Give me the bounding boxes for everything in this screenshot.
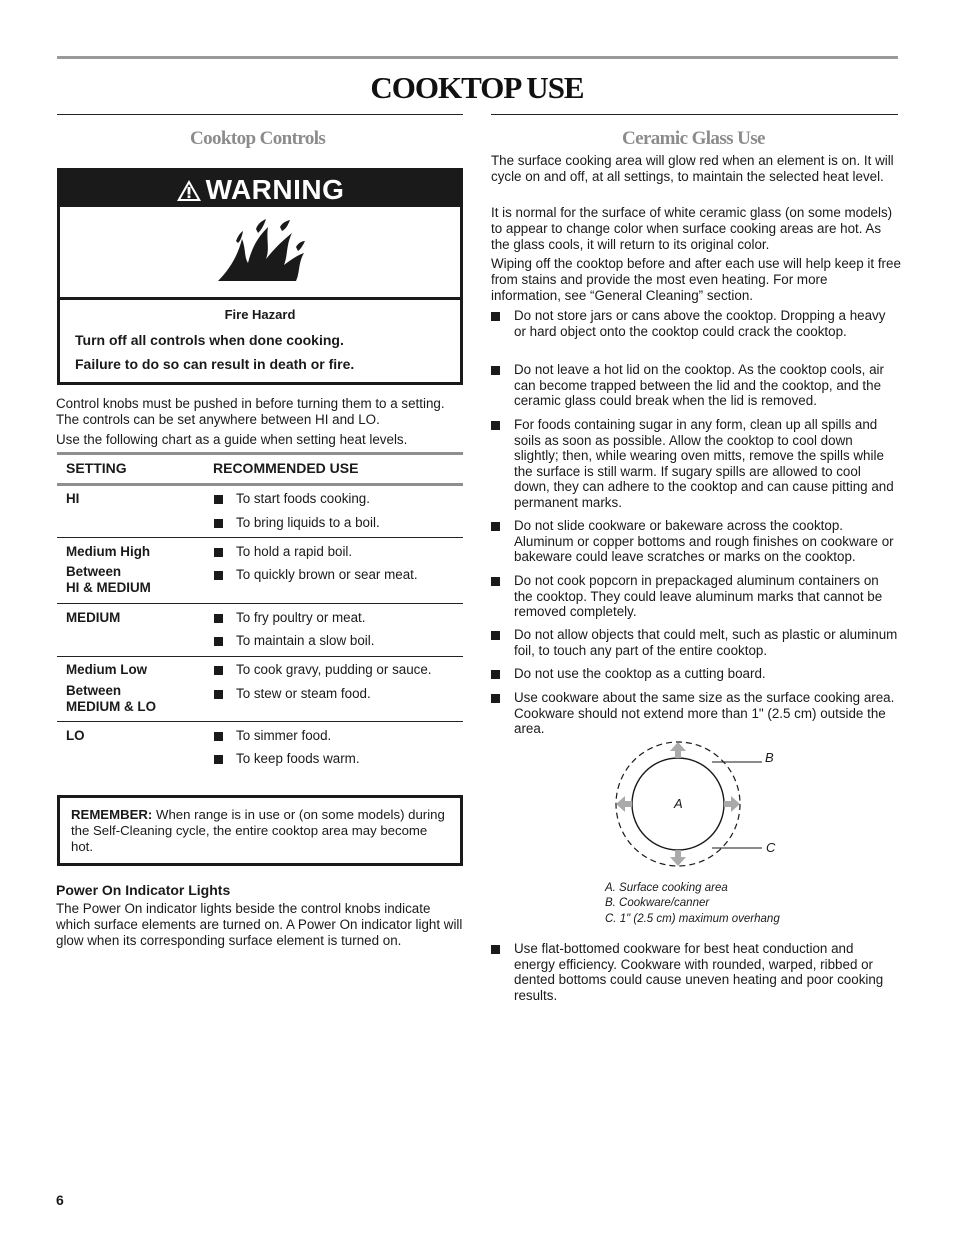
top-rule [57,56,898,59]
page-title: COOKTOP USE [370,70,584,105]
ceramic-bullet: For foods containing sugar in any form, clean up all spills and soils as soon as possible. Allow the cooktop to cool down slightly; then, while wearing oven mitts, remove the spills while the surface is still warm. If sugary spills are allowed to cool down, they can adhere to the cooktop and can cause pitting and permanent marks. [514,417,894,510]
controls-intro-1: Control knobs must be pushed in before turning them to a setting. The controls can be set anywhere between HI and LO. [56,396,445,427]
ceramic-bullet-flat-bottomed: Use flat-bottomed cookware for best heat conduction and energy efficiency. Cookware with rounded, warped, ribbed or dented bottoms could cause uneven heating and poor cooking results. [514,941,884,1003]
bullet-square [214,571,223,580]
label-c: C [766,840,776,855]
warning-bar [60,171,460,207]
diagram-caption-b: B. Cookware/canner [605,897,710,909]
use-item: To fry poultry or meat. [236,610,366,625]
use-item: To stew or steam food. [236,686,371,701]
ceramic-para-1: The surface cooking area will glow red when an element is on. It will cycle on and off, at all settings, to maintain the selected heat level. [491,153,894,184]
warning-box [57,168,463,385]
cookware-overhang-diagram [600,738,800,878]
bullet-square [491,421,500,430]
bullet-square [491,312,500,321]
left-column-rule [57,114,463,115]
ceramic-para-3: Wiping off the cooktop before and after each use will help keep it free from stains and provide the most even heating. For more information, see “General Cleaning” section. [491,256,901,303]
use-item: To quickly brown or sear meat. [236,567,418,582]
warning-image-area [60,207,460,300]
table-row-rule [57,721,463,722]
table-header-rule [57,483,463,486]
bullet-square [491,945,500,954]
ceramic-bullet: Do not cook popcorn in prepackaged aluminum containers on the cooktop. They could leave aluminum marks that cannot be removed completely. [514,573,883,620]
setting-medium-low-sub: Between MEDIUM & LO [66,683,157,714]
bullet-square [491,366,500,375]
remember-text [71,807,451,855]
bullet-square [214,548,223,557]
bullet-square [214,690,223,699]
power-on-text: The Power On indicator lights beside the control knobs indicate which surface elements are turned on. A Power On indicator light will glow when its corresponding surface element is turned on. [56,901,463,948]
ceramic-glass-heading: Ceramic Glass Use [622,128,765,149]
ceramic-para-2: It is normal for the surface of white ceramic glass (on some models) to appear to change color when surface cooking areas are hot. As the glass cools, it will return to its original color. [491,205,893,252]
bullet-square [491,522,500,531]
diagram-caption-a: A. Surface cooking area [605,882,728,894]
label-b: B [765,750,774,765]
use-item: To cook gravy, pudding or sauce. [236,662,432,677]
table-row-rule [57,537,463,538]
bullet-square [491,577,500,586]
remember-label: REMEMBER: [71,807,153,822]
bullet-square [491,670,500,679]
bullet-square [214,637,223,646]
bullet-square [214,732,223,741]
use-item: To maintain a slow boil. [236,633,375,648]
fire-icon [216,219,306,287]
setting-medium-high: Medium High [66,544,151,559]
use-item: To keep foods warm. [236,751,360,766]
bullet-square [491,631,500,640]
warning-line-1: Turn off all controls when done cooking. [75,332,344,348]
ceramic-bullet: Do not slide cookware or bakeware across the cooktop. Aluminum or copper bottoms and rough finishes on cookware or bakeware could leave scratches or marks on the cooktop. [514,518,894,565]
setting-medium-high-sub: Between HI & MEDIUM [66,564,151,595]
use-item: To simmer food. [236,728,332,743]
right-column-rule [491,114,898,115]
remember-box [57,795,463,866]
bullet-square [214,666,223,675]
warning-triangle-icon [176,179,202,202]
bullet-square [214,755,223,764]
setting-medium: MEDIUM [66,610,121,625]
use-item: To bring liquids to a boil. [236,515,380,530]
cooktop-controls-heading: Cooktop Controls [190,128,326,149]
warning-hazard: Fire Hazard [224,307,296,322]
bullet-square [214,519,223,528]
label-a: A [674,796,683,811]
page-number: 6 [56,1192,64,1208]
bullet-square [214,495,223,504]
setting-lo: LO [66,728,85,743]
table-header-use: RECOMMENDED USE [213,460,359,476]
table-top-rule [57,452,463,455]
ceramic-bullet: Use cookware about the same size as the surface cooking area. Cookware should not extend more than 1" (2.5 cm) outside the area. [514,690,895,737]
warning-line-2: Failure to do so can result in death or fire. [75,356,355,372]
bullet-square [491,694,500,703]
bullet-square [214,614,223,623]
setting-medium-low: Medium Low [66,662,148,677]
setting-hi: HI [66,491,80,506]
table-row-rule [57,603,463,604]
table-row-rule [57,656,463,657]
warning-label: WARNING [205,174,345,205]
power-on-heading: Power On Indicator Lights [56,882,231,898]
use-item: To hold a rapid boil. [236,544,353,559]
table-header-setting: SETTING [66,460,127,476]
controls-intro-2: Use the following chart as a guide when setting heat levels. [56,432,408,447]
ceramic-bullet: Do not store jars or cans above the cooktop. Dropping a heavy or hard object onto the cooktop could crack the cooktop. [514,308,886,339]
use-item: To start foods cooking. [236,491,370,506]
ceramic-bullet: Do not leave a hot lid on the cooktop. As the cooktop cools, air can become trapped between the lid and the cooktop, and the ceramic glass could break when the lid is removed. [514,362,884,409]
diagram-caption-c: C. 1" (2.5 cm) maximum overhang [605,913,780,925]
ceramic-bullet: Do not allow objects that could melt, such as plastic or aluminum foil, to touch any part of the entire cooktop. [514,627,898,658]
ceramic-bullet: Do not use the cooktop as a cutting board. [514,666,766,681]
remember-body: When range is in use or (on some models) during the Self-Cleaning cycle, the entire cooktop area may become hot. [71,807,445,854]
